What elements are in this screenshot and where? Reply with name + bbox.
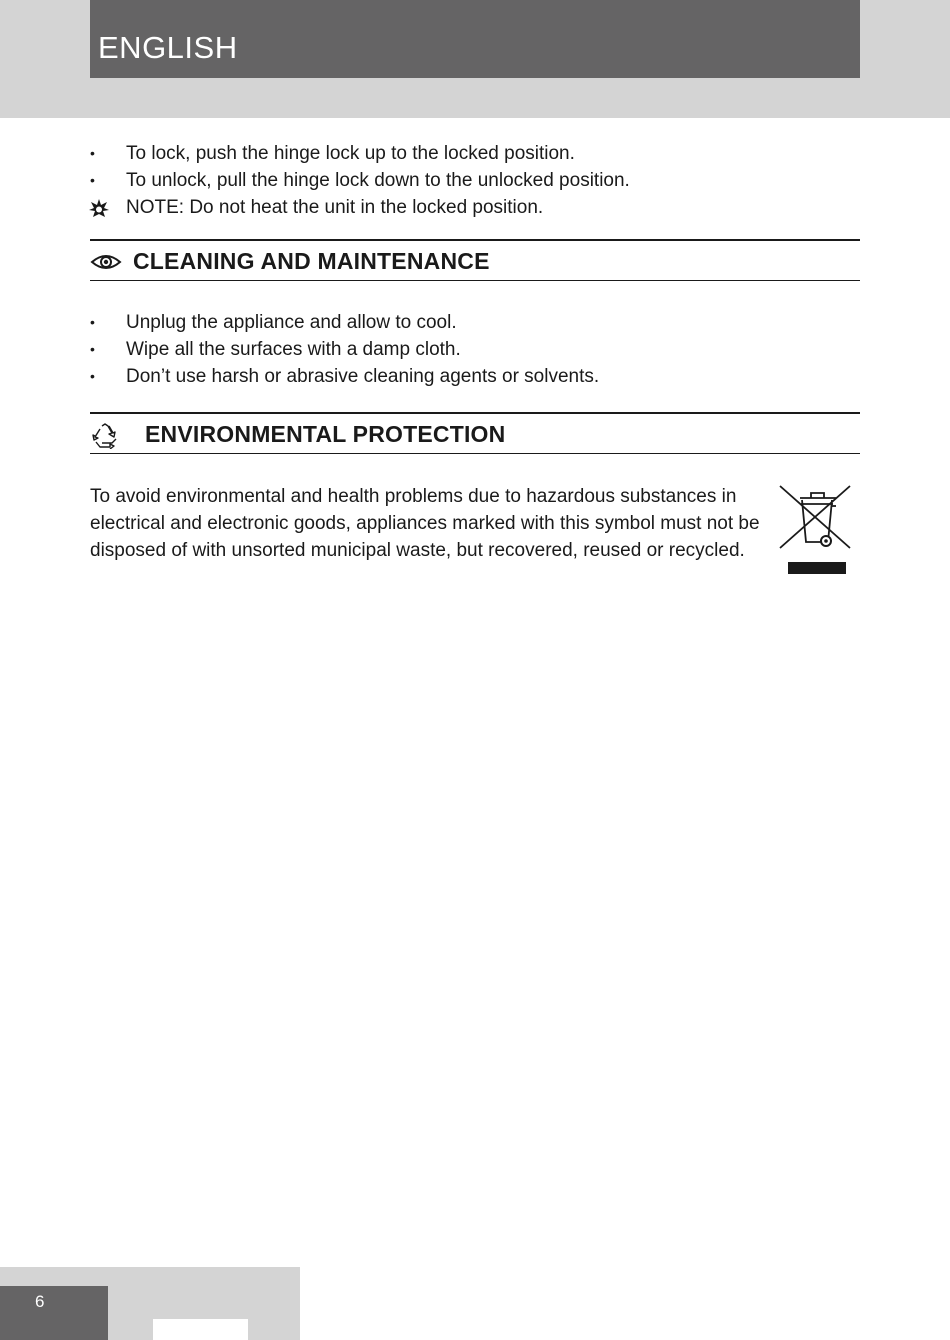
list-item-text: Don’t use harsh or abrasive cleaning agents or solvents. xyxy=(126,366,600,387)
list-item xyxy=(90,309,860,336)
cleaning-section-header xyxy=(90,239,860,281)
note-text: NOTE: Do not heat the unit in the locked position. xyxy=(126,197,544,218)
environment-section-header xyxy=(90,412,860,454)
list-item xyxy=(90,140,860,167)
list-item xyxy=(90,363,860,390)
list-item-text: Unplug the appliance and allow to cool. xyxy=(126,312,457,333)
warning-star-icon xyxy=(88,198,110,220)
eye-icon xyxy=(90,252,122,272)
note-item xyxy=(90,194,860,221)
list-item-text: To lock, push the hinge lock up to the locked position. xyxy=(126,143,575,164)
list-item xyxy=(90,336,860,363)
footer-divider xyxy=(153,1319,248,1340)
bullet-icon: • xyxy=(90,368,95,384)
cleaning-list xyxy=(90,309,860,390)
environment-paragraph: To avoid environmental and health problems due to hazardous substances in electrical and electronic goods, appliances marked with this symbol must not be disposed of with unsorted municipal waste, but recovered, reused or recycled. xyxy=(90,486,760,561)
bullet-icon: • xyxy=(90,172,95,188)
recycle-icon xyxy=(91,423,119,449)
crossed-out-wheelie-bin-icon xyxy=(778,484,854,576)
list-item xyxy=(90,167,860,194)
language-heading: ENGLISH xyxy=(90,0,860,78)
list-item-text: Wipe all the surfaces with a damp cloth. xyxy=(126,339,461,360)
section-title: ENVIRONMENTAL PROTECTION xyxy=(145,421,506,447)
bullet-icon: • xyxy=(90,314,95,330)
list-item-text: To unlock, pull the hinge lock down to the unlocked position. xyxy=(126,170,630,191)
bullet-icon: • xyxy=(90,145,95,161)
section-title: CLEANING AND MAINTENANCE xyxy=(133,248,490,274)
lock-steps-list xyxy=(90,140,860,221)
page-number: 6 xyxy=(0,1286,108,1340)
bullet-icon: • xyxy=(90,341,95,357)
